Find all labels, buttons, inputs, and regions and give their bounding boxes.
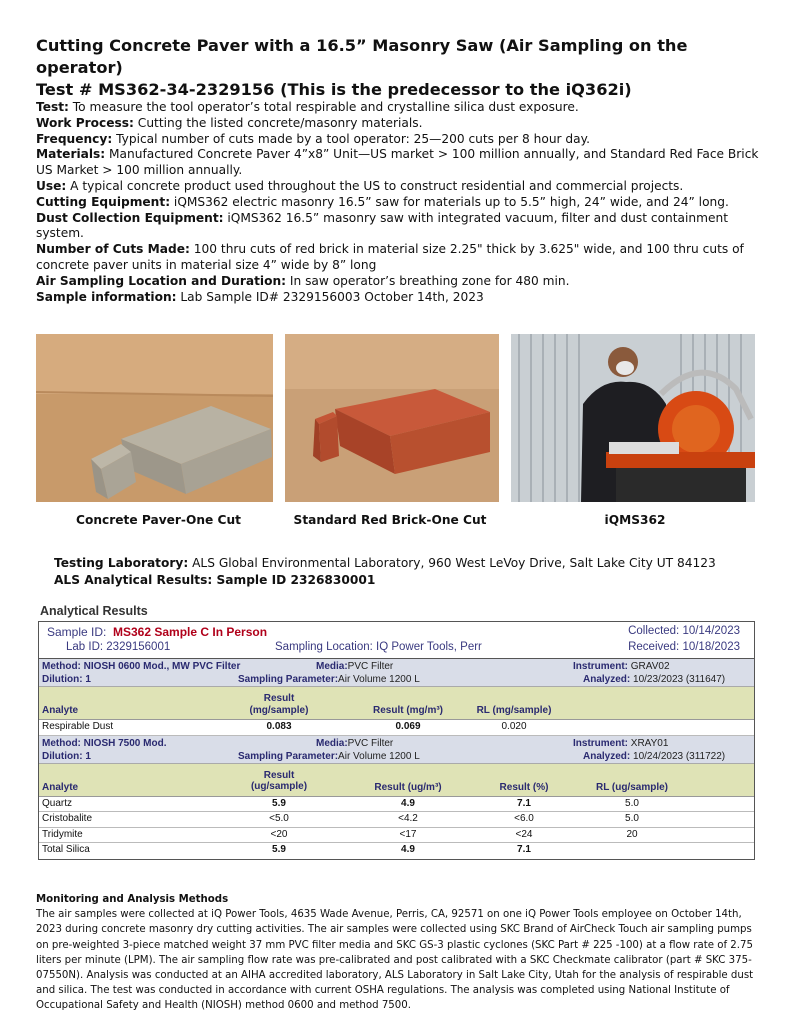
info-materials: Materials: Manufactured Concrete Paver 4”x8” Unit—US market > 100 million annually, and Standard Red Face Brick US Market > 100 million annually. <box>36 147 759 178</box>
document-title <box>36 35 766 101</box>
col-analyte: Analyte <box>42 781 79 793</box>
title-line-2: Test # MS362-34-2329156 (This is the predecessor to the iQ362i) <box>36 80 632 99</box>
lab-results-line: ALS Analytical Results: Sample ID 2326830001 <box>54 572 376 587</box>
monitoring-heading: Monitoring and Analysis Methods <box>36 894 229 905</box>
table-row: Tridymite <20 <17 <24 20 <box>39 828 754 844</box>
method-0600-column-headers <box>39 687 754 720</box>
concrete-paver-photo <box>36 334 273 502</box>
monitoring-body: The air samples were collected at iQ Power Tools, 4635 Wade Avenue, Perris, CA, 92571 on one iQ Power Tools employee on October 14th, 2023 during concrete masonry dry cutting activities. The air samples were collected using SKC Brand of AirCheck Touch air sampling pumps on pre-weighted 3-piece matched weight 37 mm PVC filter media and SKC GS-3 plastic cyclones (SKC Part # 225 -100) at a flow rate of 2.75 liters per minute (LPM). The air sampling flow rate was pre-calibrated and post calibrated with a SKC Checkmate calibrator (part # SKC 375-07550N). Analysis was conducted at an AIHA accredited laboratory, ALS Laboratory in Salt Lake City, Utah for the analysis of respirable dust and silica. The test was conducted in accordance with current OSHA regulations. The analysis was completed using National Institute of Occupational Safety and Health (NIOSH) method 0600 and method 7500. <box>36 909 754 1012</box>
info-use: Use: A typical concrete product used throughout the US to construct residential and commercial projects. <box>36 178 684 193</box>
sample-id-value: MS362 Sample C In Person <box>113 625 268 639</box>
test-info <box>36 100 766 305</box>
lab-id: Lab ID: 2329156001 <box>66 641 171 653</box>
analytical-results-heading: Analytical Results <box>40 604 148 618</box>
info-cutting-equipment: Cutting Equipment: iQMS362 electric masonry 16.5” saw for materials up to 5.5” high, 24” wide, and 24” long. <box>36 194 729 209</box>
method-7500-column-headers <box>39 764 754 797</box>
testing-laboratory <box>54 555 754 588</box>
collected-date: Collected: 10/14/2023 <box>628 625 740 637</box>
info-sample-information: Sample information: Lab Sample ID# 2329156003 October 14th, 2023 <box>36 289 484 304</box>
sampling-location: Sampling Location: IQ Power Tools, Perr <box>275 641 482 653</box>
method-0600-header: Method: NIOSH 0600 Mod., MW PVC Filter Dilution: 1 Media:PVC Filter Sampling Parameter:Air Volume 1200 L Instrument: GRAV02 Analyzed: 10/23/2023 (311647) <box>39 659 754 687</box>
sample-id-label: Sample ID: <box>47 625 107 639</box>
col-result-mg-sample: Result (mg/sample) <box>249 693 309 716</box>
info-air-sampling: Air Sampling Location and Duration: In saw operator’s breathing zone for 480 min. <box>36 273 570 288</box>
col-rl-ug-sample: RL (ug/sample) <box>595 781 669 793</box>
table-row: Quartz 5.9 4.9 7.1 5.0 <box>39 797 754 813</box>
method-0600-dilution: Dilution: 1 <box>42 674 91 685</box>
brick-caption: Standard Red Brick-One Cut <box>293 513 487 527</box>
sample-info-box <box>39 622 754 659</box>
received-date: Received: 10/18/2023 <box>628 641 740 653</box>
saw-operator-photo <box>511 334 755 502</box>
monitoring-section <box>36 892 761 1014</box>
info-frequency: Frequency: Typical number of cuts made by a tool operator: 25—200 cuts per 8 hour day. <box>36 131 590 146</box>
method-7500-name: NIOSH 7500 Mod. <box>83 737 167 749</box>
info-dust-collection: Dust Collection Equipment: iQMS362 16.5” masonry saw with integrated vacuum, filter and dust containment system. <box>36 210 729 241</box>
col-result-mg-m3: Result (mg/m³) <box>373 705 443 716</box>
col-analyte: Analyte <box>42 705 79 716</box>
table-row: Cristobalite <5.0 <4.2 <6.0 5.0 <box>39 812 754 828</box>
table-row: Total Silica 5.9 4.9 7.1 <box>42 844 531 855</box>
info-work-process: Work Process: Cutting the listed concrete/masonry materials. <box>36 115 423 130</box>
col-rl-mg-sample: RL (mg/sample) <box>476 705 552 716</box>
lab-address: Testing Laboratory: ALS Global Environmental Laboratory, 960 West LeVoy Drive, Salt Lake City UT 84123 <box>54 556 716 570</box>
saw-caption: iQMS362 <box>604 513 666 527</box>
table-row: Respirable Dust 0.083 0.069 0.020 <box>39 720 754 736</box>
info-number-of-cuts: Number of Cuts Made: 100 thru cuts of red brick in material size 2.25" thick by 3.625" wide, and 100 thru cuts of concrete paver units in material size 4” wide by 8” long <box>36 242 744 272</box>
method-7500-header: Method: NIOSH 7500 Mod. Dilution: 1 Media:PVC Filter Sampling Parameter:Air Volume 1200 L Instrument: XRAY01 Analyzed: 10/24/2023 (311722) <box>39 736 754 764</box>
red-brick-photo <box>285 334 499 502</box>
method-0600-name: NIOSH 0600 Mod., MW PVC Filter <box>83 661 241 672</box>
title-line-1: Cutting Concrete Paver with a 16.5” Masonry Saw (Air Sampling on the operator) <box>36 36 688 77</box>
analytical-results-table <box>38 621 755 860</box>
method-7500-dilution: Dilution: 1 <box>42 750 91 762</box>
info-test: Test: To measure the tool operator’s total respirable and crystalline silica dust exposure. <box>36 100 579 114</box>
col-result-ug-m3: Result (ug/m³) <box>374 781 442 793</box>
paver-caption: Concrete Paver-One Cut <box>76 513 241 527</box>
col-result-ug-sample: Result (ug/sample) <box>250 769 308 792</box>
col-result-percent: Result (%) <box>499 781 549 793</box>
